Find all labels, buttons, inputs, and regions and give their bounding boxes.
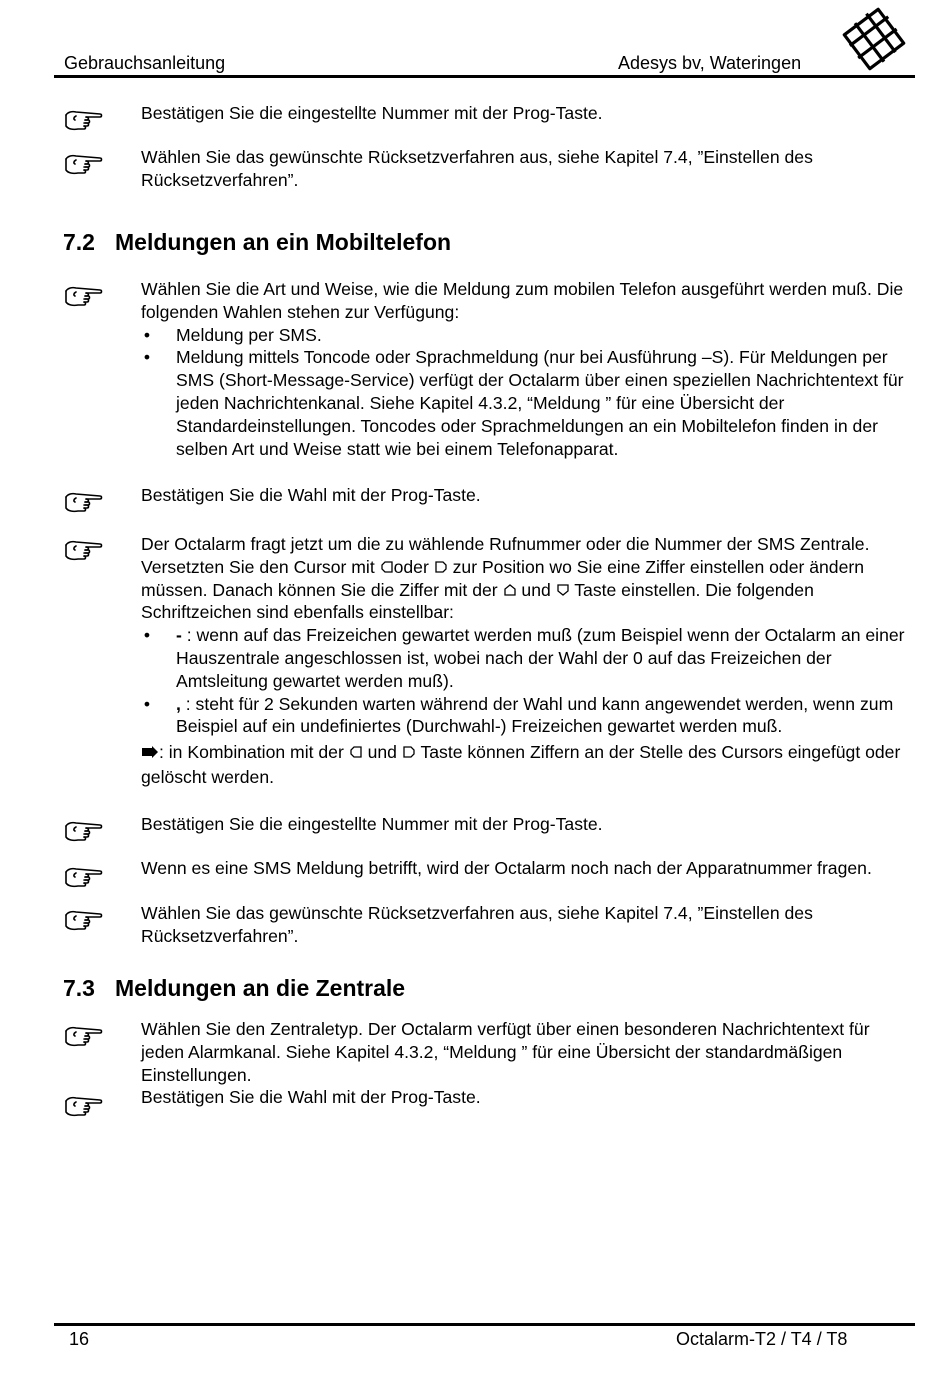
text-run: Der Octalarm fragt jetzt um die zu wählende Rufnummer oder die Nummer der SMS Zentrale. Versetzten Sie den Cursor mit xyxy=(141,534,870,577)
bullet-mark: • xyxy=(143,693,151,714)
pointing-hand-icon xyxy=(64,1093,104,1119)
text-run: und xyxy=(367,742,397,763)
text-run: : in Kombination mit der xyxy=(159,742,344,763)
list-item-text: Meldung per SMS. xyxy=(176,324,322,345)
instruction-confirm-choice: Bestätigen Sie die Wahl mit der Prog-Taste. xyxy=(141,485,481,505)
pointing-hand-icon xyxy=(64,283,104,309)
header-divider xyxy=(54,75,915,78)
down-key-icon xyxy=(556,583,570,597)
header-company: Adesys bv, Wateringen xyxy=(618,53,802,73)
left-key-icon xyxy=(349,745,363,759)
text-run: oder xyxy=(393,556,429,577)
header-document-type: Gebrauchsanleitung xyxy=(64,53,226,73)
pointing-hand-icon xyxy=(64,107,104,133)
adesys-grid-logo xyxy=(841,6,907,77)
instruction-choose-message-type xyxy=(141,278,916,460)
list-item xyxy=(141,693,916,739)
section-number: 7.3 xyxy=(63,975,95,1001)
pointing-hand-icon xyxy=(64,537,104,563)
text-run: Taste einstellen. Die folgenden Schriftzeichen sind ebenfalls einstellbar: xyxy=(141,579,814,623)
character-list xyxy=(141,624,916,738)
section-title: Meldungen an ein Mobiltelefon xyxy=(115,229,452,255)
right-key-icon xyxy=(434,560,448,574)
footer-product: Octalarm-T2 / T4 / T8 xyxy=(676,1329,848,1349)
up-key-icon xyxy=(503,583,517,597)
list-item xyxy=(141,324,916,347)
pointing-hand-icon xyxy=(64,818,104,844)
instruction-central-type: Wählen Sie den Zentraletyp. Der Octalarm verfügt über einen besonderen Nachrichtentext für jeden Alarmkanal. Siehe Kapitel 4.3.2, “Meldung ” für eine Übersicht der standardmäßigen Einstellungen. xyxy=(141,1019,870,1085)
footer-divider xyxy=(54,1323,915,1326)
instruction-reset-method-2: Wählen Sie das gewünschte Rücksetzverfahren aus, siehe Kapitel 7.4, ”Einstellen des Rücksetzverfahren”. xyxy=(141,903,813,946)
pointing-hand-icon xyxy=(64,864,104,890)
text-run: zur Position wo Sie eine Ziffer einstellen oder ändern müssen. Danach können Sie die Ziffer mit der xyxy=(141,556,865,600)
bullet-mark: • xyxy=(143,625,151,646)
bullet-mark: • xyxy=(143,324,151,345)
text-run: Taste können Ziffern an der Stelle des Cursors eingefügt oder gelöscht werden. xyxy=(141,742,901,788)
section-heading-7-3 xyxy=(63,975,405,1002)
list-item xyxy=(141,624,916,692)
instruction-enter-number xyxy=(141,533,916,790)
character-symbol: , xyxy=(176,693,181,714)
page-number: 16 xyxy=(69,1329,90,1349)
paragraph-text xyxy=(141,740,916,790)
list-item-text: : steht für 2 Sekunden warten während der Wahl und kann angewendet werden, wenn zum Beispiel auf ein undefiniertes (Durchwahl-) Freizeichen gewartet werden muß. xyxy=(176,693,894,737)
pointing-hand-icon xyxy=(64,1023,104,1049)
text-run: und xyxy=(521,579,551,600)
list-item-text: : wenn auf das Freizeichen gewartet werden muß (zum Beispiel wenn der Octalarm an einer Hauszentrale angeschlossen ist, wobei nach der Wahl der 0 auf das Freizeichen der Amtsleitung gewartet werden muß). xyxy=(176,625,905,691)
section-title: Meldungen an die Zentrale xyxy=(115,975,406,1001)
section-number: 7.2 xyxy=(63,229,95,255)
page-header xyxy=(0,0,950,80)
instruction-sms-device-number: Wenn es eine SMS Meldung betrifft, wird der Octalarm noch nach der Apparatnummer fragen. xyxy=(141,858,872,878)
left-key-icon xyxy=(380,560,394,574)
character-symbol: - xyxy=(176,625,182,646)
pointing-hand-icon xyxy=(64,489,104,515)
instruction-reset-method: Wählen Sie das gewünschte Rücksetzverfahren aus, siehe Kapitel 7.4, ”Einstellen des Rücksetzverfahren”. xyxy=(141,147,813,190)
bullet-mark: • xyxy=(143,347,151,368)
right-key-icon xyxy=(402,745,416,759)
instruction-confirm-number-2: Bestätigen Sie die eingestellte Nummer mit der Prog-Taste. xyxy=(141,814,603,834)
pointing-hand-icon xyxy=(64,151,104,177)
instruction-confirm-choice-2: Bestätigen Sie die Wahl mit der Prog-Taste. xyxy=(141,1087,481,1107)
option-list xyxy=(141,324,916,461)
pointing-hand-icon xyxy=(64,907,104,933)
paragraph-text xyxy=(141,533,916,624)
paragraph-text: Wählen Sie die Art und Weise, wie die Meldung zum mobilen Telefon ausgeführt werden muß. Die folgenden Wahlen stehen zur Verfügung: xyxy=(141,279,904,322)
section-heading-7-2 xyxy=(63,229,451,256)
instruction-confirm-number: Bestätigen Sie die eingestellte Nummer mit der Prog-Taste. xyxy=(141,103,603,123)
list-item xyxy=(141,346,916,460)
cursor-arrow-icon xyxy=(141,745,159,759)
list-item-text: Meldung mittels Toncode oder Sprachmeldung (nur bei Ausführung –S). Für Meldungen per SMS (Short-Message-Service) verfügt der Octalarm über einen speziellen Nachrichtentext für jeden Nachrichtenkanal. Siehe Kapitel 4.3.2, “Meldung ” für eine Übersicht der Standardeinstellungen. Toncodes oder Sprachmeldungen an ein Mobiltelefon finden in der selben Art und Weise statt wie bei einem Telefonapparat. xyxy=(176,347,904,459)
